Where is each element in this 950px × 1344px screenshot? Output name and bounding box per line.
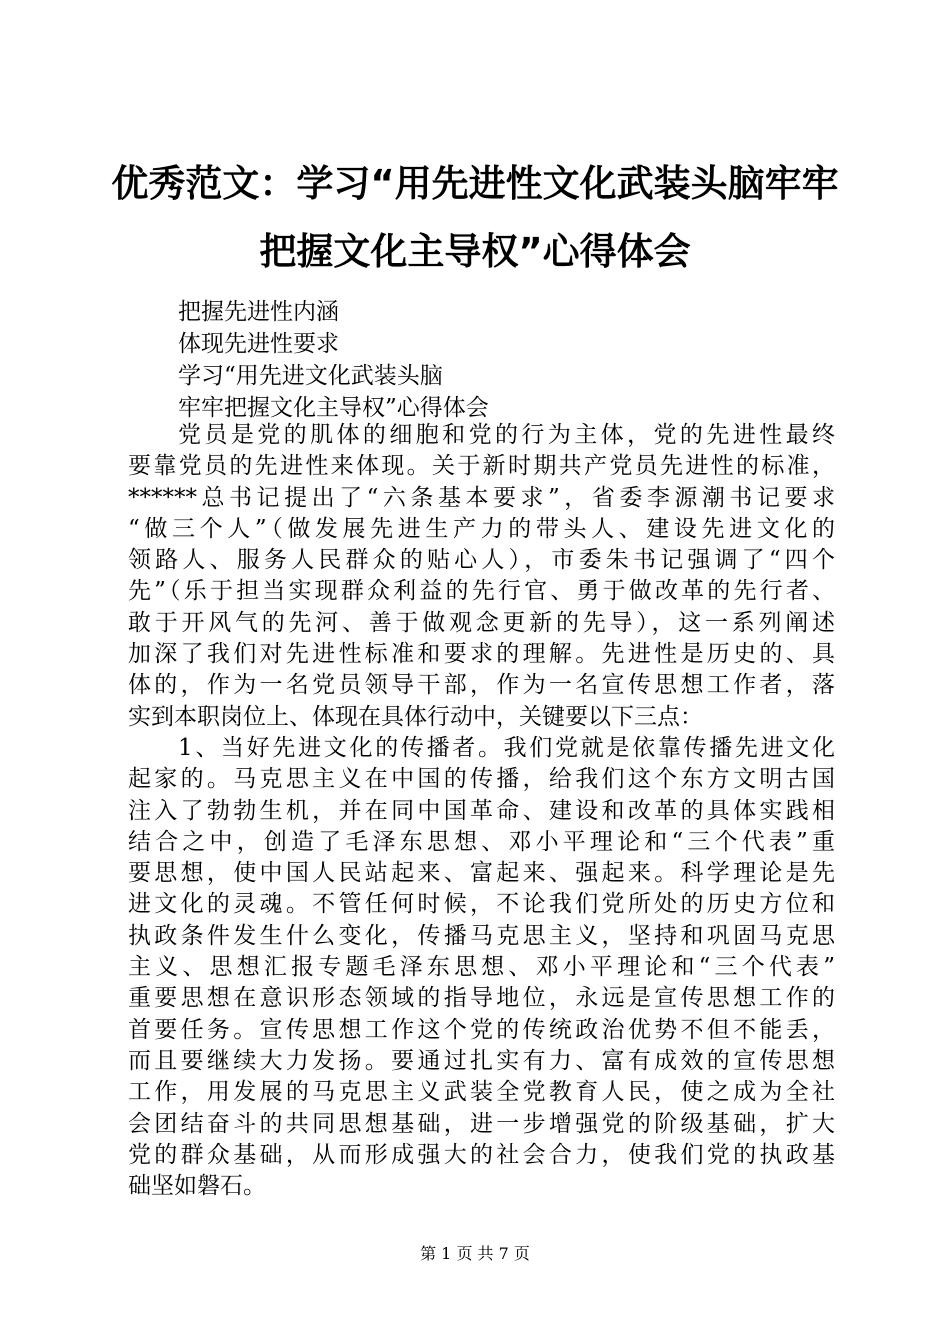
document-body xyxy=(128,420,835,1202)
subheading-line: 把握先进性内涵 xyxy=(178,299,339,325)
subheading-line: 学习“用先进文化武装头脑 xyxy=(178,363,443,389)
paragraph-line: 起家的。马克思主义在中国的传播，给我们这个东方文明古国 xyxy=(128,766,835,793)
page-number-footer: 第 1 页 共 7 页 xyxy=(420,1244,530,1263)
document-title xyxy=(110,150,840,286)
paragraph-line: 敢于开风气的先河、善于做观念更新的先导），这一系列阐述 xyxy=(128,609,835,636)
subheading-block xyxy=(178,296,489,424)
paragraph-line: 体的，作为一名党员领导干部，作为一名宣传思想工作者，落 xyxy=(128,672,835,699)
paragraph-line: 党员是党的肌体的细胞和党的行为主体，党的先进性最终 xyxy=(178,422,835,448)
paragraph-line: 而且要继续大力发扬。要通过扎实有力、富有成效的宣传思想 xyxy=(128,1047,835,1074)
paragraph-line: 会团结奋斗的共同思想基础，进一步增强党的阶级基础，扩大 xyxy=(128,1110,835,1137)
paragraph-line: 加深了我们对先进性标准和要求的理解。先进性是历史的、具 xyxy=(128,641,835,668)
paragraph-line: 工作，用发展的马克思主义武装全党教育人民，使之成为全社 xyxy=(128,1079,835,1106)
paragraph-line: 要靠党员的先进性来体现。关于新时期共产党员先进性的标准， xyxy=(128,453,835,480)
paragraph-line: 础坚如磐石。 xyxy=(128,1173,266,1200)
paragraph-intro xyxy=(128,420,835,733)
paragraph-line: 领路人、服务人民群众的贴心人），市委朱书记强调了“四个 xyxy=(128,547,835,574)
paragraph-line: 进文化的灵魂。不管任何时候，不论我们党所处的历史方位和 xyxy=(128,891,835,918)
subheading-line: 牢牢把握文化主导权”心得体会 xyxy=(178,395,489,421)
paragraph-line: 主义、思想汇报专题毛泽东思想、邓小平理论和“三个代表” xyxy=(128,954,835,981)
paragraph-line: 重要思想在意识形态领域的指导地位，永远是宣传思想工作的 xyxy=(128,985,835,1012)
title-line-2: 把握文化主导权”心得体会 xyxy=(259,230,691,273)
paragraph-line: 1、当好先进文化的传播者。我们党就是依靠传播先进文化 xyxy=(178,734,835,761)
title-line-1: 优秀范文：学习“用先进性文化武装头脑牢牢 xyxy=(111,162,839,205)
paragraph-line: 注入了勃勃生机，并在同中国革命、建设和改革的具体实践相 xyxy=(128,797,835,824)
paragraph-line: ******总书记提出了“六条基本要求”，省委李源潮书记要求 xyxy=(128,484,835,511)
paragraph-line: 实到本职岗位上、体现在具体行动中，关键要以下三点： xyxy=(128,703,703,730)
paragraph-line: “做三个人”（做发展先进生产力的带头人、建设先进文化的 xyxy=(128,515,835,542)
paragraph-line: 党的群众基础，从而形成强大的社会合力，使我们党的执政基 xyxy=(128,1141,835,1168)
paragraph-line: 首要任务。宣传思想工作这个党的传统政治优势不但不能丢， xyxy=(128,1016,835,1043)
subheading-line: 体现先进性要求 xyxy=(178,331,339,357)
paragraph-line: 先”（乐于担当实现群众利益的先行官、勇于做改革的先行者、 xyxy=(128,578,835,605)
paragraph-point-1 xyxy=(128,733,835,1202)
paragraph-line: 执政条件发生什么变化，传播马克思主义，坚持和巩固马克思 xyxy=(128,922,835,949)
paragraph-line: 结合之中，创造了毛泽东思想、邓小平理论和“三个代表”重 xyxy=(128,828,835,855)
paragraph-line: 要思想，使中国人民站起来、富起来、强起来。科学理论是先 xyxy=(128,860,835,887)
